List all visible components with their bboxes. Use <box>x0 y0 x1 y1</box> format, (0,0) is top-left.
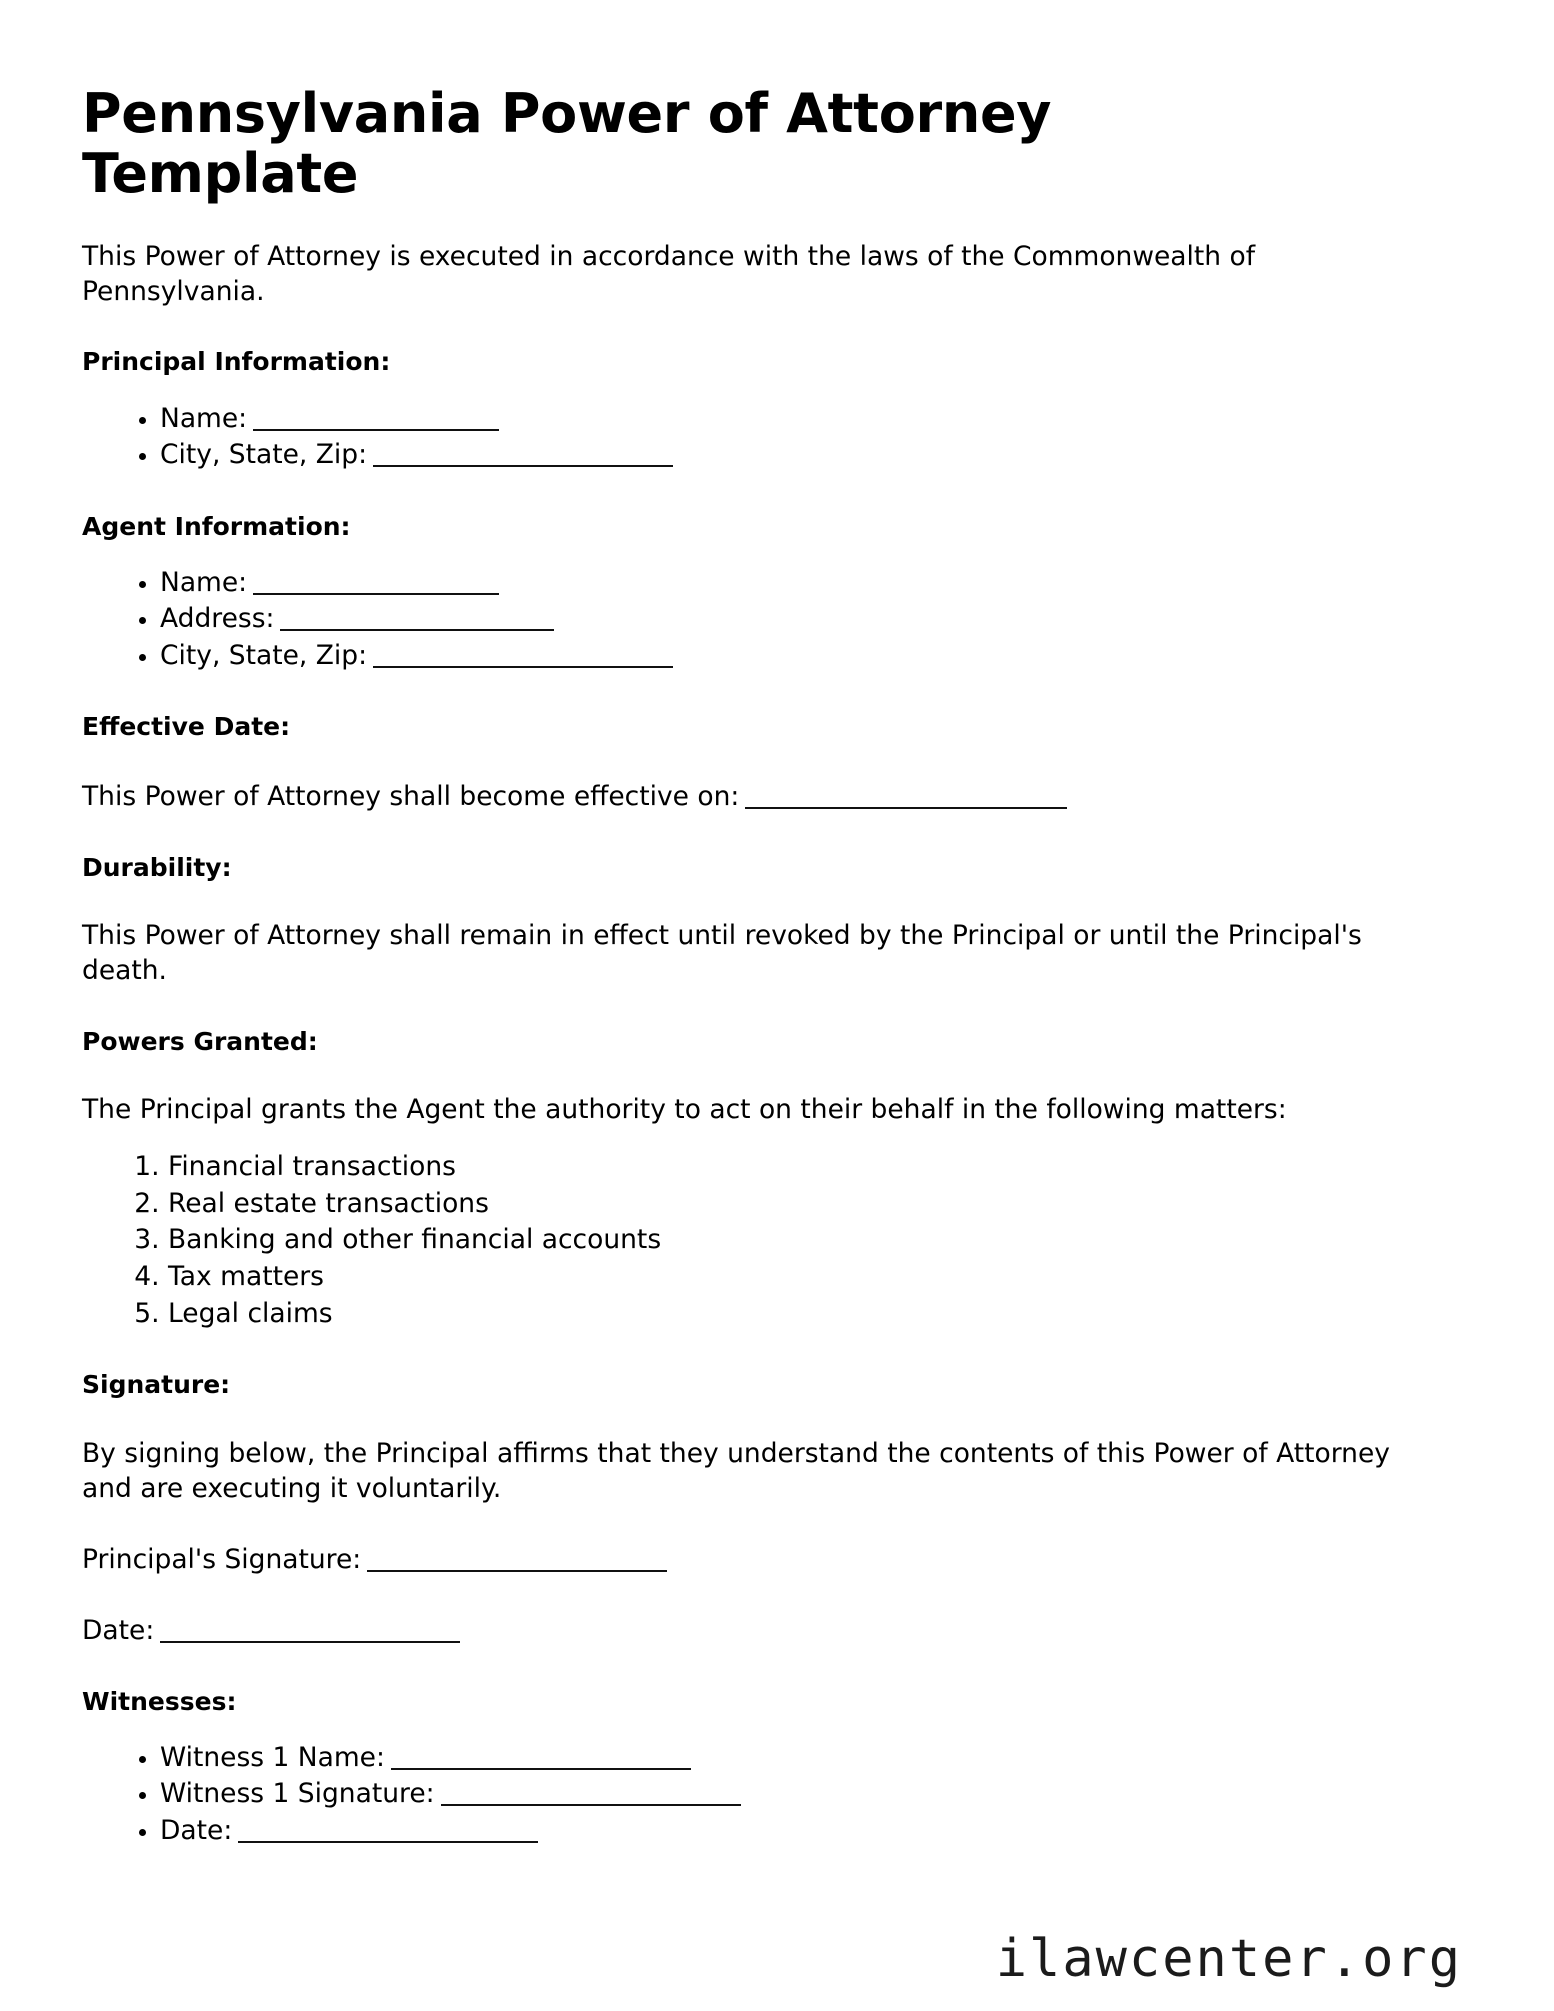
agent-information-list <box>82 565 1459 674</box>
effective-date-heading: Effective Date: <box>82 711 291 741</box>
witness-1-name-blank[interactable] <box>391 1767 691 1770</box>
signature-heading: Signature: <box>82 1370 231 1400</box>
principal-city-state-zip-label: City, State, Zip: <box>160 439 368 471</box>
principal-information-list <box>82 401 1459 474</box>
agent-city-state-zip-blank[interactable] <box>373 665 673 668</box>
list-item: 1. Financial transactions <box>168 1149 1459 1186</box>
powers-granted-heading: Powers Granted: <box>82 1026 318 1056</box>
witness-1-name-label: Witness 1 Name: <box>160 1742 385 1774</box>
principal-city-state-zip-blank[interactable] <box>373 464 673 467</box>
durability-heading: Durability: <box>82 852 232 882</box>
list-item: 5. Legal claims <box>168 1296 1459 1333</box>
witnesses-list <box>82 1740 1459 1849</box>
signature-paragraph: By signing below, the Principal affirms that they understand the contents of this Power of Attorney and are executing it voluntarily. <box>82 1437 1390 1504</box>
principal-signature-label: Principal's Signature: <box>82 1544 362 1576</box>
effective-date-row <box>82 779 1459 814</box>
page-title: Pennsylvania Power of Attorney Template <box>82 82 1052 206</box>
list-item: 2. Real estate transactions <box>168 1186 1459 1223</box>
list-item <box>160 601 1459 637</box>
powers-granted-list <box>82 1149 1459 1332</box>
list-item: 3. Banking and other financial accounts <box>168 1222 1459 1259</box>
principal-name-label: Name: <box>160 402 248 434</box>
list-item <box>160 437 1459 473</box>
durability-paragraph: This Power of Attorney shall remain in effect until revoked by the Principal or until the Principal's death. <box>82 920 1362 987</box>
principal-signature-blank[interactable] <box>367 1569 667 1572</box>
site-watermark: ilawcenter.org <box>995 1929 1462 1989</box>
agent-city-state-zip-label: City, State, Zip: <box>160 639 368 671</box>
principal-name-blank[interactable] <box>253 428 499 431</box>
agent-name-label: Name: <box>160 567 248 598</box>
signature-date-label: Date: <box>82 1615 155 1647</box>
witness-1-date-blank[interactable] <box>238 1840 538 1843</box>
witnesses-heading: Witnesses: <box>82 1686 237 1716</box>
effective-date-text: This Power of Attorney shall become effective on: <box>82 781 740 813</box>
signature-date-row <box>82 1613 1459 1648</box>
list-item <box>160 565 1459 601</box>
agent-address-blank[interactable] <box>280 628 554 631</box>
intro-paragraph: This Power of Attorney is executed in accordance with the laws of the Commonwealth of Pennsylvania. <box>82 240 1256 308</box>
witness-1-signature-label: Witness 1 Signature: <box>160 1778 435 1810</box>
principal-signature-row <box>82 1542 1459 1577</box>
agent-information-heading: Agent Information: <box>82 511 351 541</box>
witness-1-date-label: Date: <box>160 1814 233 1846</box>
principal-information-heading: Principal Information: <box>82 347 391 377</box>
list-item <box>160 401 1459 437</box>
signature-date-blank[interactable] <box>160 1640 460 1643</box>
agent-address-label: Address: <box>160 603 275 635</box>
effective-date-blank[interactable] <box>745 806 1067 809</box>
list-item <box>160 1776 1459 1812</box>
list-item <box>160 638 1459 674</box>
powers-granted-intro: The Principal grants the Agent the authority to act on their behalf in the following matters: <box>82 1094 1287 1126</box>
witness-1-signature-blank[interactable] <box>441 1803 741 1806</box>
list-item <box>160 1740 1459 1776</box>
agent-name-blank[interactable] <box>253 592 499 595</box>
list-item <box>160 1813 1459 1849</box>
list-item: 4. Tax matters <box>168 1259 1459 1296</box>
